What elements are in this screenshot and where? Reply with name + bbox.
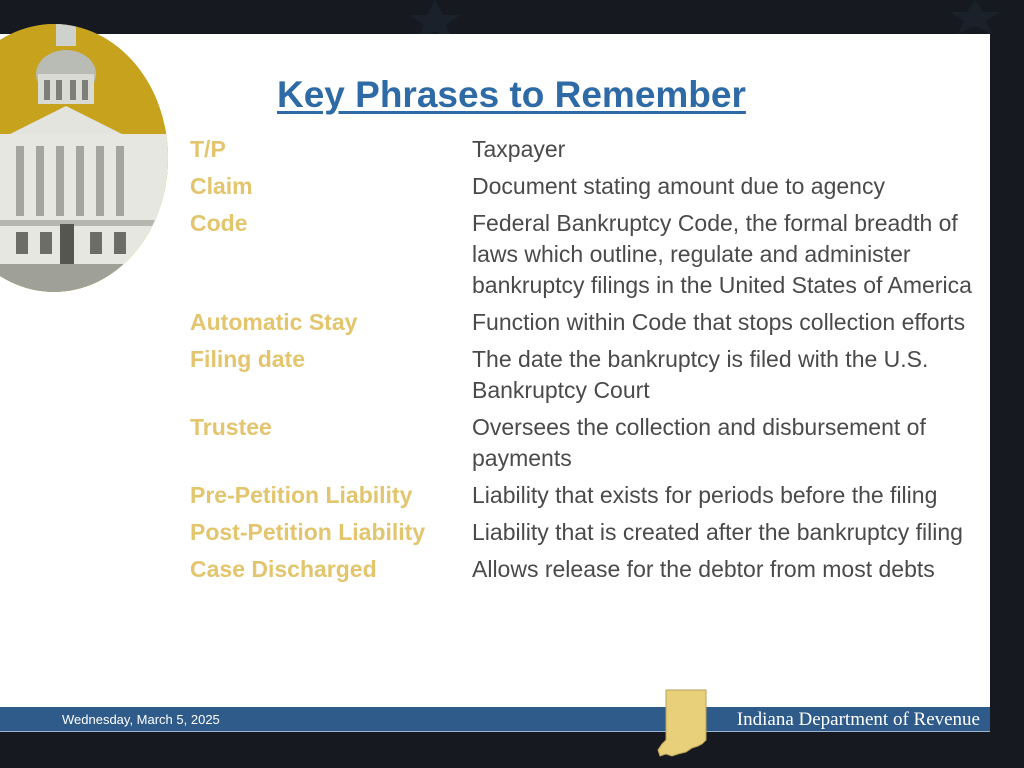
list-item: [190, 517, 980, 548]
key-phrases-list: [190, 134, 980, 591]
term-definition: Document stating amount due to agency: [472, 173, 885, 199]
slide-panel: [0, 34, 990, 707]
term-label: Automatic Stay: [190, 309, 358, 335]
slide-title: Key Phrases to Remember: [277, 74, 746, 115]
footer-bar: [0, 707, 990, 732]
term-label: Post-Petition Liability: [190, 519, 426, 545]
list-item: [190, 480, 980, 511]
term-definition: Federal Bankruptcy Code, the formal breadth of laws which outline, regulate and administer bankruptcy filings in the United States of America: [472, 210, 972, 298]
indiana-state-map-icon: [654, 688, 712, 758]
term-label: Case Discharged: [190, 556, 377, 582]
list-item: [190, 412, 980, 474]
term-label: Claim: [190, 173, 253, 199]
capitol-building-image: [0, 24, 168, 292]
list-item: [190, 134, 980, 165]
term-label: Pre-Petition Liability: [190, 482, 413, 508]
term-definition: Allows release for the debtor from most debts: [472, 556, 935, 582]
list-item: [190, 307, 980, 338]
background-star-icon: [940, 0, 1010, 34]
list-item: [190, 208, 980, 301]
term-definition: Liability that is created after the bankruptcy filing: [472, 519, 963, 545]
list-item: [190, 554, 980, 585]
term-definition: Function within Code that stops collection efforts: [472, 309, 966, 335]
footer-organization: Indiana Department of Revenue: [736, 709, 980, 730]
term-definition: The date the bankruptcy is filed with the U.S. Bankruptcy Court: [472, 346, 929, 403]
footer-date: Wednesday, March 5, 2025: [62, 712, 220, 727]
term-definition: Liability that exists for periods before the filing: [472, 482, 938, 508]
term-label: Filing date: [190, 346, 305, 372]
term-label: Trustee: [190, 414, 272, 440]
term-definition: Taxpayer: [472, 136, 566, 162]
list-item: [190, 344, 980, 406]
term-label: Code: [190, 210, 248, 236]
list-item: [190, 171, 980, 202]
term-label: T/P: [190, 136, 226, 162]
term-definition: Oversees the collection and disbursement of payments: [472, 414, 926, 471]
